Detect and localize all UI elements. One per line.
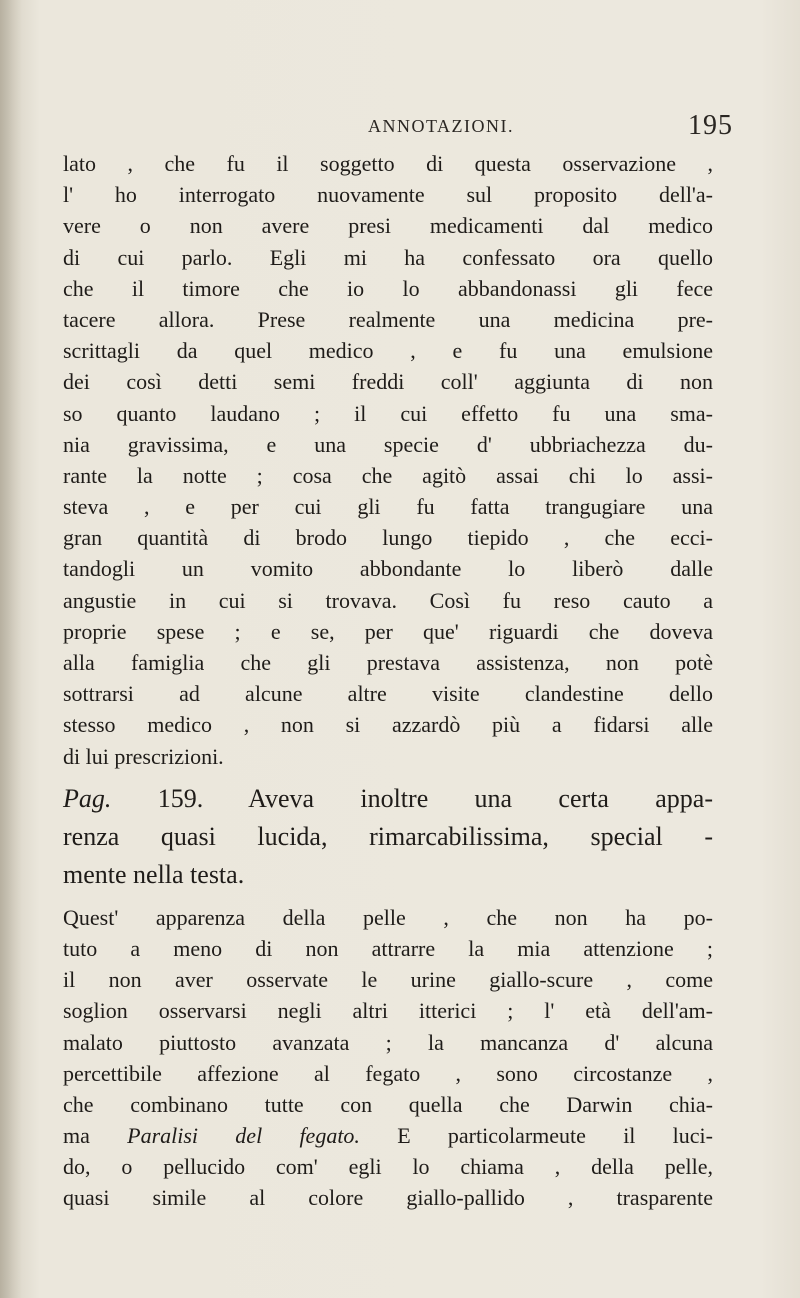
text-line: il non aver osservate le urine giallo-scure , come — [63, 967, 713, 993]
text-line: alla famiglia che gli prestava assistenza, non potè — [63, 650, 713, 675]
text-line: soglion osservarsi negli altri itterici ; l' età dell'am- — [63, 998, 713, 1024]
text-line: angustie in cui si trovava. Così fu reso cauto a — [63, 587, 713, 613]
text-line: malato piuttosto avanzata ; la mancanza d' alcuna — [63, 1029, 713, 1055]
text-fragment: ma — [63, 1123, 128, 1149]
text-line: steva , e per cui gli fu fatta trangugiare una — [63, 494, 713, 520]
text-line: scrittagli da quel medico , e fu una emulsione — [63, 338, 713, 364]
text-line-with-italic-title — [63, 1120, 713, 1151]
text-line: tuto a meno di non attrarre la mia attenzione ; — [63, 935, 713, 961]
running-head — [0, 110, 800, 150]
text-line: dei così detti semi freddi coll' aggiunta di non — [63, 369, 713, 395]
text-line: so quanto laudano ; il cui effetto fu una sma- — [63, 400, 713, 426]
text-line: Quest' apparenza della pelle , che non ha po- — [63, 904, 713, 930]
text-line: l' ho interrogato nuovamente sul proposito dell'a- — [63, 182, 713, 208]
text-line: stesso medico , non si azzardò più a fidarsi alle — [63, 712, 713, 738]
page-gutter-shadow — [0, 0, 22, 1298]
text-line: di lui prescrizioni. — [63, 743, 224, 769]
italic-book-title: Paralisi del fegato. — [127, 1123, 360, 1149]
text-block — [63, 148, 713, 1214]
text-line: percettibile affezione al fegato , sono circostanze , — [63, 1060, 713, 1086]
text-line: rante la notte ; cosa che agitò assai chi lo assi- — [63, 462, 713, 488]
text-line: che combinano tutte con quella che Darwin chia- — [63, 1091, 713, 1117]
page-number: 195 — [688, 110, 733, 141]
text-line: vere o non avere presi medicamenti dal medico — [63, 213, 713, 239]
paragraph-continuation — [63, 148, 713, 772]
text-line: di cui parlo. Egli mi ha confessato ora quello — [63, 244, 713, 270]
text-fragment: E particolarmeute il luci- — [359, 1123, 713, 1149]
running-title: ANNOTAZIONI. — [368, 116, 515, 136]
text-line: tacere allora. Prese realmente una medicina pre- — [63, 306, 713, 332]
annotation-paragraph — [63, 902, 713, 1214]
text-line: gran quantità di brodo lungo tiepido , che ecci- — [63, 525, 713, 551]
annotation-heading — [63, 780, 713, 894]
text-line: tandogli un vomito abbondante lo liberò dalle — [63, 556, 713, 582]
text-line: do, o pellucido com' egli lo chiama , della pelle, — [63, 1154, 713, 1180]
heading-text: 159. Aveva inoltre una certa appa- — [111, 783, 713, 813]
page-reference-label: Pag. — [63, 783, 112, 813]
heading-line — [63, 780, 713, 818]
text-line: quasi simile al colore giallo-pallido , trasparente — [63, 1185, 713, 1211]
heading-line: mente nella testa. — [63, 859, 245, 889]
text-line: nia gravissima, e una specie d' ubbriachezza du- — [63, 431, 713, 457]
text-line: proprie spese ; e se, per que' riguardi che doveva — [63, 618, 713, 644]
text-line: sottrarsi ad alcune altre visite clandestine dello — [63, 681, 713, 707]
text-line: lato , che fu il soggetto di questa osservazione , — [63, 151, 713, 176]
text-line: che il timore che io lo abbandonassi gli fece — [63, 275, 713, 301]
heading-line: renza quasi lucida, rimarcabilissima, special - — [63, 821, 713, 851]
